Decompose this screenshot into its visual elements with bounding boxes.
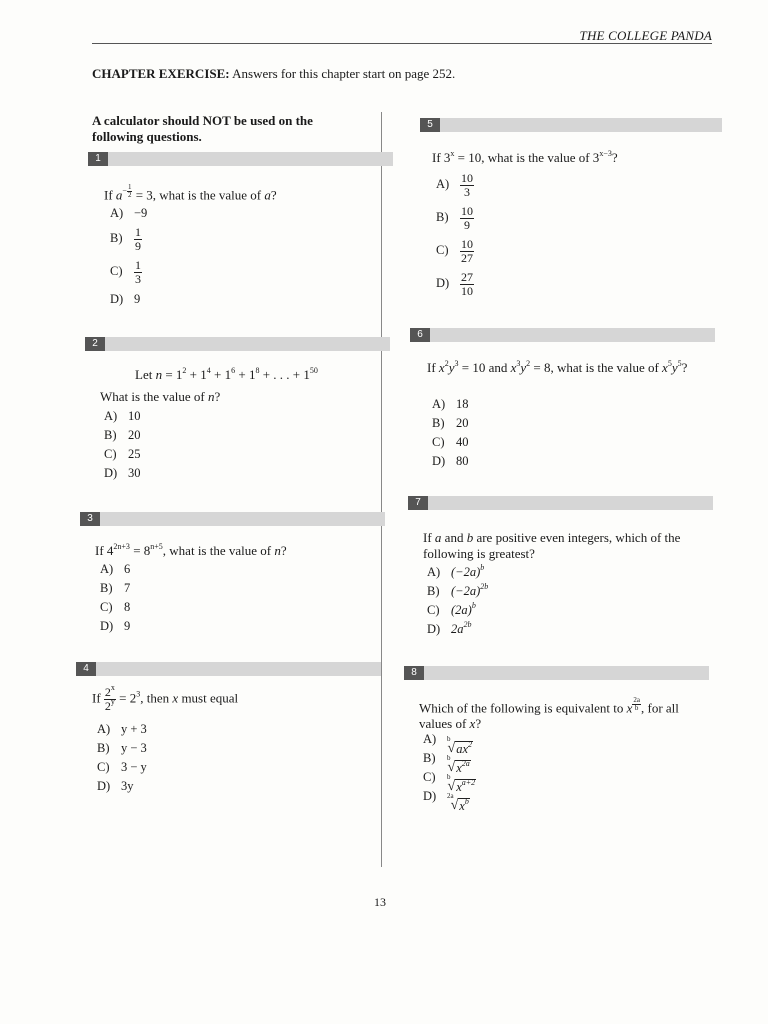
choice-d[interactable]: D) 9 xyxy=(110,292,141,306)
choice-a[interactable]: A) −9 xyxy=(110,206,148,220)
choice-d[interactable]: D) 9 xyxy=(100,619,131,633)
radical: $^{2a}$ √ $x^b$ xyxy=(447,792,469,813)
question-3-bar xyxy=(80,512,385,526)
question-5-prompt: If $3^x = 10$, what is the value of $3^{x-3}$? xyxy=(432,149,618,165)
question-2-equation: Let $n = 1^2 + 1^4 + 1^6 + 1^8$ + . . . + $1^{50}$ xyxy=(135,366,318,382)
choice-a[interactable]: A) $(-2a)^b$ xyxy=(427,563,485,579)
choice-b[interactable]: B) $^b$ √ $x^{2a}$ xyxy=(423,751,470,775)
calculator-note: A calculator should NOT be used on the following questions. xyxy=(92,113,313,144)
question-number: 6 xyxy=(410,328,430,342)
question-4-bar xyxy=(76,662,381,676)
chapter-text: Answers for this chapter start on page 252. xyxy=(232,66,456,81)
running-head: THE COLLEGE PANDA xyxy=(579,28,712,43)
question-1-bar xyxy=(88,152,393,166)
choice-d[interactable]: D) $\frac{27}{10}$ xyxy=(436,270,473,298)
choice-d[interactable]: D) 80 xyxy=(432,454,469,468)
choice-d[interactable]: D) 3y xyxy=(97,779,134,793)
choice-d[interactable]: D) $^{2a}$ √ $x^b$ xyxy=(423,789,469,813)
choice-b[interactable]: B) $\frac{1}{9}$ xyxy=(110,225,141,253)
question-7-bar xyxy=(408,496,713,510)
choice-c[interactable]: C) $(2a)^b$ xyxy=(427,601,476,617)
choice-b[interactable]: B) 20 xyxy=(104,428,141,442)
question-6-bar xyxy=(410,328,715,342)
choice-a[interactable]: A) 18 xyxy=(432,397,469,411)
choice-a[interactable]: A) $\frac{10}{3}$ xyxy=(436,171,473,199)
choice-c[interactable]: C) $\frac{1}{3}$ xyxy=(110,258,141,286)
question-number: 5 xyxy=(420,118,440,132)
header-rule xyxy=(92,43,712,44)
question-6-prompt: If $x^2y^3 = 10$ and $x^3y^2 = 8$, what is the value of $x^5y^5$? xyxy=(427,359,688,375)
question-number: 3 xyxy=(80,512,100,526)
question-2-bar xyxy=(85,337,390,351)
choice-a[interactable]: A) $^b$ √ $ax^2$ xyxy=(423,732,472,756)
question-7-prompt: If a and b are positive even integers, which of the following is greatest? xyxy=(423,530,681,561)
choice-d[interactable]: D) $2a^{2b}$ xyxy=(427,620,472,636)
question-5-bar xyxy=(420,118,722,132)
chapter-exercise-line xyxy=(92,66,455,82)
radical: $^b$ √ $x^{2a}$ xyxy=(447,754,470,775)
question-4-prompt: If $\frac{2^x}{2^y}$ = $2^3$, then x must equal xyxy=(92,683,239,713)
question-8-bar xyxy=(404,666,709,680)
question-number: 4 xyxy=(76,662,96,676)
question-number: 7 xyxy=(408,496,428,510)
choice-d[interactable]: D) 30 xyxy=(104,466,141,480)
choice-c[interactable]: C) 25 xyxy=(104,447,141,461)
choice-a[interactable]: A) 10 xyxy=(104,409,141,423)
question-number: 1 xyxy=(88,152,108,166)
question-number: 2 xyxy=(85,337,105,351)
question-number: 8 xyxy=(404,666,424,680)
radical: $^b$ √ $x^{a+2}$ xyxy=(447,773,476,794)
choice-a[interactable]: A) 6 xyxy=(100,562,131,576)
question-3-prompt: If $4^{2n+3} = 8^{n+5}$, what is the value of n? xyxy=(95,542,287,558)
choice-b[interactable]: B) $(-2a)^{2b}$ xyxy=(427,582,489,598)
page-number: 13 xyxy=(374,895,386,909)
choice-c[interactable]: C) 40 xyxy=(432,435,469,449)
question-1-prompt: If $a^{- \frac{1}{2}}$ = 3, what is the value of a? xyxy=(104,183,277,203)
choice-b[interactable]: B) 20 xyxy=(432,416,469,430)
choice-c[interactable]: C) $^b$ √ $x^{a+2}$ xyxy=(423,770,476,794)
choice-c[interactable]: C) $\frac{10}{27}$ xyxy=(436,237,473,265)
radical: $^b$ √ $ax^2$ xyxy=(447,735,472,756)
column-divider xyxy=(381,112,382,867)
choice-b[interactable]: B) $\frac{10}{9}$ xyxy=(436,204,473,232)
question-8-prompt: Which of the following is equivalent to x $^{\frac{2a}{b}}$ , for all values of x? xyxy=(419,696,679,732)
choice-b[interactable]: B) 7 xyxy=(100,581,131,595)
question-2-prompt: What is the value of n? xyxy=(100,389,221,404)
choice-c[interactable]: C) 3 − y xyxy=(97,760,147,774)
choice-a[interactable]: A) y + 3 xyxy=(97,722,147,736)
choice-b[interactable]: B) y − 3 xyxy=(97,741,147,755)
chapter-label: CHAPTER EXERCISE: xyxy=(92,66,230,81)
choice-c[interactable]: C) 8 xyxy=(100,600,131,614)
